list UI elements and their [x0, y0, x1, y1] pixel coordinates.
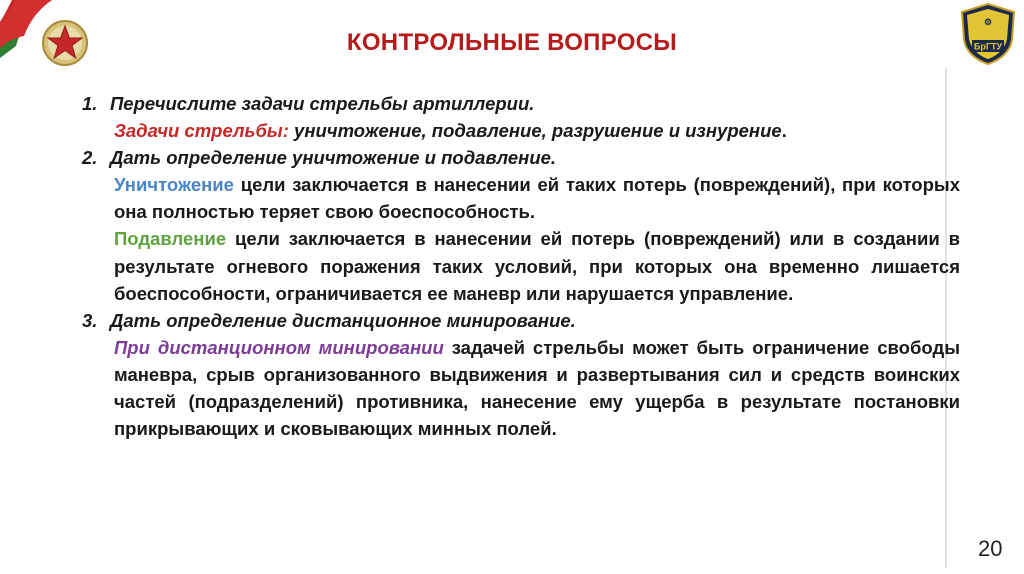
question-text: Дать определение дистанционное минирование.	[110, 309, 576, 331]
answer-2b	[114, 225, 960, 306]
answer-2a	[114, 171, 960, 225]
question-3	[82, 307, 960, 334]
questions-list	[82, 90, 960, 442]
answer-body: цели заключается в нанесении ей таких потерь (повреждений), при которых она полностью теряет свою боеспособность.	[114, 174, 960, 223]
answer-term: При дистанционном минировании	[114, 336, 444, 358]
question-number: 1.	[82, 93, 98, 114]
answer-term: Уничтожение	[114, 174, 234, 196]
answer-1	[114, 117, 960, 144]
question-text: Дать определение уничтожение и подавление.	[110, 147, 557, 169]
svg-text:⚙: ⚙	[983, 17, 993, 27]
question-number: 3.	[82, 309, 98, 331]
page-number: 20	[978, 536, 1003, 561]
answer-separator: :	[282, 120, 289, 142]
answer-end: .	[781, 120, 787, 142]
answer-term: Подавление	[114, 228, 227, 250]
question-text: Перечислите задачи стрельбы артиллерии.	[110, 93, 535, 114]
answer-body: задачей стрельбы может быть ограничение свободы маневра, срыв организованного выдвижения и развертывания сил и средств воинских частей (подразделений) противника, нанесение ему ущерба в результате постановки прикрывающих и сковывающих минных полей.	[114, 336, 960, 440]
answer-body: уничтожение, подавление, разрушение и изнурение	[288, 120, 782, 142]
answer-term: Задачи стрельбы	[114, 120, 283, 142]
answer-body: цели заключается в нанесении ей потерь (повреждений) или в создании в результате огневого поражения таких условий, при которых она временно лишается боеспособности, ограничивается ее маневр или нарушается управление.	[114, 228, 960, 304]
page-title: КОНТРОЛЬНЫЕ ВОПРОСЫ	[346, 29, 678, 56]
question-number: 2.	[82, 147, 98, 169]
question-1	[82, 90, 960, 117]
question-2	[82, 144, 960, 171]
crest-text: БрГТУ	[973, 41, 1003, 52]
answer-3	[114, 334, 960, 442]
